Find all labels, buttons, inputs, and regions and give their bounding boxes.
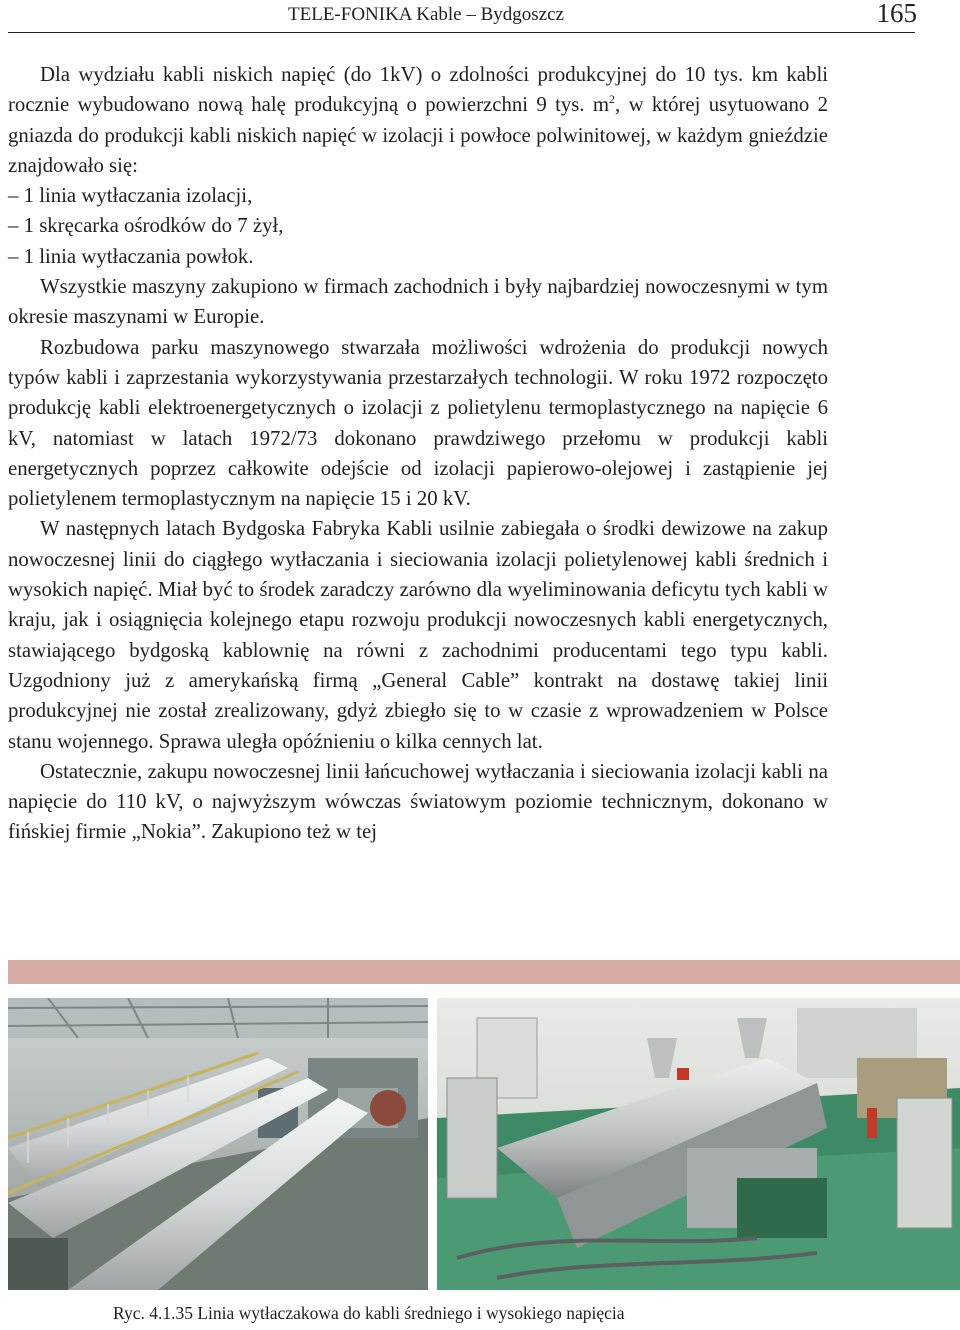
running-title: TELE-FONIKA Kable – Bydgoszcz — [288, 4, 564, 25]
figure-caption: Ryc. 4.1.35 Linia wytłaczakowa do kabli średniego i wysokiego napięcia — [113, 1303, 625, 1323]
photo-extrusion-line-pipes — [8, 998, 428, 1290]
photo-extrusion-line-pipes-image — [8, 998, 428, 1290]
photo-extruder-machines — [437, 998, 960, 1290]
paragraph-5: Ostatecznie, zakupu nowoczesnej linii łańcuchowej wytłaczania i sieciowania izolacji kabli na napięcie do 110 kV, o najwyższym wówczas światowym poziomie technicznym, dokonano w fińskiej firmie „Nokia”. Zakupiono też w tej — [8, 759, 828, 844]
paragraph-3: Rozbudowa parku maszynowego stwarzała możliwości wdrożenia do produkcji nowych typów kabli i zaprzestania wykorzystywania przestarzałych technologii. W roku 1972 rozpoczęto produkcję kabli elektroenergetycznych o izolacji z polietylenu termoplastycznego na napięcie 6 kV, natomiast w latach 1972/73 dokonano prawdziwego przełomu w produkcji kabli energetycznych poprzez całkowite odejście od izolacji papierowo-olejowej i zastąpienie jej polietylenem termoplastycznym na napięcie 15 i 20 kV. — [8, 335, 828, 511]
page-number: 165 — [876, 0, 917, 28]
body-text — [8, 60, 828, 848]
paragraph-4: W następnych latach Bydgoska Fabryka Kabli usilnie zabiegała o środki dewizowe na zakup nowoczesnej linii do ciągłego wytłaczania i sieciowania izolacji polietylenowej kabli średnich i wysokich napięć. Miał być to środek zaradczy zarówno dla wyeliminowania deficytu tych kabli w kraju, jak i osiągnięcia kolejnego etapu rozwoju produkcji nowoczesnych kabli energetycznych, stawiającego bydgoską kablownię na równi z zachodnimi producentami tego typu kabli. Uzgodniony już z amerykańską firmą „General Cable” kontrakt na dostawę takiej linii produkcyjnej nie został zrealizowany, gdyż zbiegło się to w czasie z wprowadzeniem w Polsce stanu wojennego. Sprawa uległa opóźnieniu o kilka cennych lat. — [8, 517, 828, 753]
list-item: – 1 linia wytłaczania powłok. — [8, 244, 254, 268]
paragraph-1-tail: , w której usytuowano 2 gniazda do produkcji kabli niskich napięć w izolacji i powłoce polwinitowej, w każdym gnieździe znajdowało się: — [8, 93, 828, 177]
photo-extruder-machines-image — [437, 998, 960, 1290]
list-item: – 1 linia wytłaczania izolacji, — [8, 184, 253, 208]
figure-header-band — [8, 960, 960, 984]
superscript-2: 2 — [609, 92, 616, 107]
paragraph-2: Wszystkie maszyny zakupiono w firmach zachodnich i były najbardziej nowoczesnymi w tym okresie maszynami w Europie. — [8, 275, 828, 329]
list-item: – 1 skręcarka ośrodków do 7 żył, — [8, 214, 284, 238]
machine-list — [8, 181, 828, 272]
running-header — [8, 2, 915, 33]
paragraph-1-lead: Dla wydziału kabli niskich napięć (do 1kV) o zdolności produkcyjnej do 10 tys. km kabli rocznie wybudowano nową halę produkcyjną o powierzchni 9 tys. m — [8, 63, 828, 117]
paragraph-1 — [8, 60, 828, 181]
